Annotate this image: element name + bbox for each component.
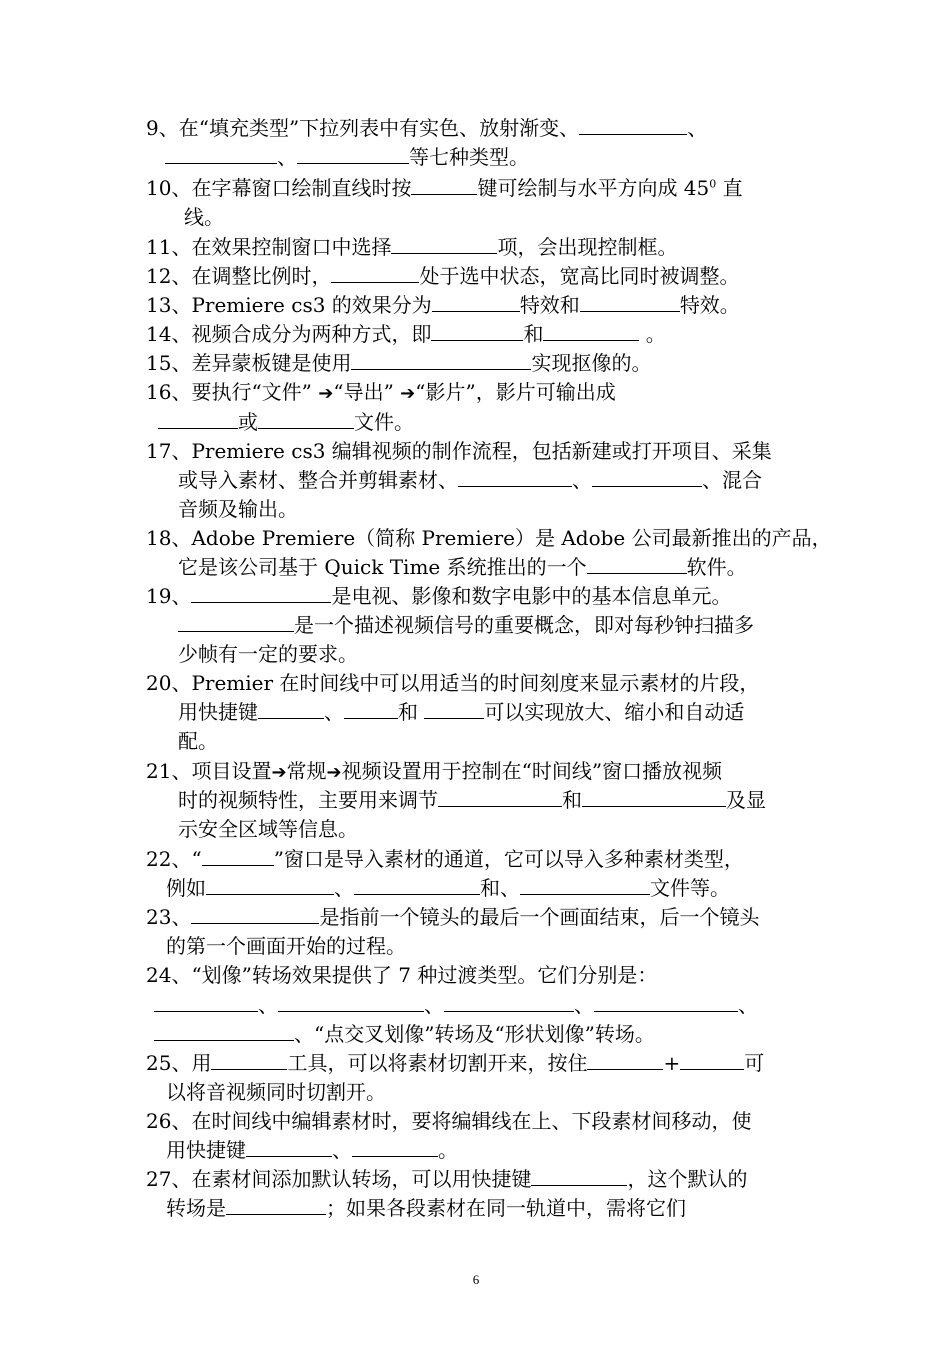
answer-blank[interactable] — [432, 293, 520, 312]
question-22-text: 和、 — [480, 876, 520, 900]
question-23-line-1 — [146, 903, 759, 931]
question-27-text: ；如果各段素材在同一轨道中，需将它们 — [326, 1196, 686, 1220]
question-18-text: 18、Adobe Premiere（简称 Premiere）是 Adobe 公司最新推出的产品， — [146, 526, 832, 550]
question-22-text: 22、“ — [146, 847, 202, 871]
answer-blank[interactable] — [297, 145, 409, 164]
answer-blank[interactable] — [165, 145, 277, 164]
answer-blank[interactable] — [680, 1051, 744, 1070]
answer-blank[interactable] — [191, 584, 331, 603]
question-19-text: 是电视、影像和数字电影中的基本信息单元。 — [331, 584, 732, 608]
answer-blank[interactable] — [246, 1138, 332, 1157]
question-16-line-1 — [146, 378, 616, 406]
question-23-text: 是指前一个镜头的最后一个画面结束，后一个镜头 — [319, 905, 760, 929]
question-16-text-end: 文件。 — [354, 410, 414, 434]
answer-blank[interactable] — [331, 264, 419, 283]
question-22-text-end: 文件等。 — [650, 876, 730, 900]
question-21-line-1 — [146, 757, 722, 785]
question-14-text-end: 。 — [639, 322, 666, 346]
question-9-text: 9、在“填充类型”下拉列表中有实色、放射渐变、 — [146, 116, 580, 140]
arrow-right-icon: ➔ — [400, 383, 416, 404]
question-22-line-2 — [166, 874, 730, 902]
separator: 、 — [572, 468, 592, 492]
question-17-line-2 — [178, 466, 762, 494]
question-11-text-end: 项，会出现控制框。 — [497, 235, 678, 259]
question-18-line-2 — [178, 553, 747, 581]
answer-blank[interactable] — [278, 993, 424, 1012]
answer-blank[interactable] — [391, 235, 497, 254]
answer-blank[interactable] — [531, 1167, 627, 1186]
question-21-line-2 — [178, 786, 766, 814]
question-14-text: 和 — [523, 322, 544, 346]
question-19-text-end: 少帧有一定的要求。 — [178, 642, 358, 666]
question-19-line-2 — [178, 611, 754, 639]
question-27-line-2 — [166, 1194, 686, 1222]
question-11-text: 11、在效果控制窗口中选择 — [146, 235, 392, 259]
question-21-text: 21、项目设置 — [146, 759, 272, 783]
question-27-text: 转场是 — [166, 1196, 226, 1220]
answer-blank[interactable] — [258, 410, 354, 429]
answer-blank[interactable] — [211, 1051, 287, 1070]
answer-blank[interactable] — [344, 700, 398, 719]
question-23-line-2 — [166, 932, 406, 960]
question-21-line-3 — [178, 815, 358, 843]
answer-blank[interactable] — [258, 700, 324, 719]
question-17-text-end: 音频及输出。 — [178, 497, 298, 521]
question-20-line-3 — [178, 727, 218, 755]
separator: 、 — [258, 993, 278, 1017]
answer-blank[interactable] — [543, 322, 639, 341]
question-26-line-1 — [146, 1107, 751, 1135]
question-16-text: 16、要执行“文件” — [146, 380, 312, 404]
question-14-text: 14、视频合成分为两种方式，即 — [146, 322, 432, 346]
question-24-text: 24、“划像”转场效果提供了 7 种过渡类型。它们分别是： — [146, 963, 658, 987]
plus-sign: + — [663, 1051, 681, 1075]
question-10-line-2 — [184, 203, 224, 231]
answer-blank[interactable] — [582, 788, 726, 807]
question-9-line-2 — [165, 143, 529, 171]
question-25-text: 可 — [744, 1051, 765, 1075]
question-17-text: 、混合 — [702, 468, 762, 492]
question-20-text: 用快捷键 — [178, 700, 258, 724]
question-24-line-3 — [154, 1020, 655, 1048]
question-25-line-1 — [146, 1049, 764, 1077]
question-10-text-end: 线。 — [184, 205, 224, 229]
question-19-text: 19、 — [146, 584, 192, 608]
answer-blank[interactable] — [352, 1138, 438, 1157]
answer-blank[interactable] — [202, 847, 274, 866]
question-12 — [146, 262, 739, 290]
question-10-text: 直 — [716, 176, 743, 200]
answer-blank[interactable] — [431, 322, 523, 341]
question-24-line-2 — [154, 991, 758, 1019]
answer-blank[interactable] — [579, 116, 687, 135]
question-10-line-1 — [146, 174, 743, 202]
answer-blank[interactable] — [206, 876, 334, 895]
answer-blank[interactable] — [411, 176, 477, 195]
question-21-text: 和 — [562, 788, 582, 812]
question-18-text: 它是该公司基于 Quick Time 系统推出的一个 — [178, 555, 587, 579]
question-10-text: 键可绘制与水平方向成 45 — [477, 176, 710, 200]
question-25-text-end: 以将音视频同时切割开。 — [166, 1080, 386, 1104]
question-12-text: 12、在调整比例时， — [146, 264, 332, 288]
question-10-text: 10、在字幕窗口绘制直线时按 — [146, 176, 412, 200]
answer-blank[interactable] — [458, 468, 572, 487]
separator: 、 — [687, 116, 708, 140]
question-20-line-1 — [146, 669, 759, 697]
question-21-text: 时的视频特性，主要用来调节 — [178, 788, 438, 812]
question-17-line-1 — [146, 437, 772, 465]
answer-blank[interactable] — [351, 351, 531, 370]
question-17-line-3 — [178, 495, 298, 523]
answer-blank[interactable] — [354, 876, 480, 895]
question-13-text: 13、Premiere cs3 的效果分为 — [146, 293, 432, 317]
question-21-text: 常规 — [286, 759, 327, 783]
question-26-text: 26、在时间线中编辑素材时，要将编辑线在上、下段素材间移动，使 — [146, 1109, 752, 1133]
question-21-text-end: 示安全区域等信息。 — [178, 817, 358, 841]
question-22-text: 例如 — [166, 876, 206, 900]
question-15 — [146, 349, 651, 377]
answer-blank[interactable] — [158, 410, 238, 429]
question-21-text: 及显 — [726, 788, 766, 812]
separator: 、 — [277, 145, 297, 169]
question-20-text: 可以实现放大、缩小和自动适 — [484, 700, 745, 724]
question-19-line-3 — [178, 640, 358, 668]
superscript: 0 — [709, 177, 717, 191]
question-23-text-end: 的第一个画面开始的过程。 — [166, 934, 406, 958]
question-19-line-1 — [146, 582, 731, 610]
question-16-text: “影片”，影片可输出成 — [415, 380, 616, 404]
question-11 — [146, 233, 677, 261]
question-25-text: 25、用 — [146, 1051, 212, 1075]
question-20-line-2 — [178, 698, 744, 726]
answer-blank[interactable] — [587, 555, 687, 574]
answer-blank[interactable] — [424, 700, 484, 719]
question-16-text: “导出” — [333, 380, 394, 404]
question-24-line-1 — [146, 961, 657, 989]
question-21-text: 视频设置用于控制在“时间线”窗口播放视频 — [341, 759, 723, 783]
arrow-right-icon: ➔ — [318, 383, 334, 404]
question-25-line-2 — [166, 1078, 386, 1106]
question-16-text: 或 — [238, 410, 258, 434]
question-20-text: 20、Premier 在时间线中可以用适当的时间刻度来显示素材的片段， — [146, 671, 760, 695]
question-20-text-end: 配。 — [178, 729, 218, 753]
question-15-text-end: 实现抠像的。 — [531, 351, 652, 375]
separator: 、 — [574, 993, 594, 1017]
question-14 — [146, 320, 666, 348]
question-18-line-1 — [146, 524, 832, 552]
question-13-text-end: 特效。 — [679, 293, 740, 317]
question-17-text: 或导入素材、整合并剪辑素材、 — [178, 468, 458, 492]
question-23-text: 23、 — [146, 905, 192, 929]
question-16-line-2 — [158, 408, 414, 436]
answer-blank[interactable] — [580, 293, 680, 312]
question-18-text-end: 软件。 — [686, 555, 747, 579]
question-13-text: 特效和 — [519, 293, 580, 317]
question-17-text: 17、Premiere cs3 编辑视频的制作流程，包括新建或打开项目、采集 — [146, 439, 772, 463]
question-25-text: 工具，可以将素材切割开来，按住 — [287, 1051, 588, 1075]
arrow-right-icon: ➔ — [271, 762, 287, 783]
question-15-text: 15、差异蒙板键是使用 — [146, 351, 352, 375]
question-26-line-2 — [166, 1136, 458, 1164]
answer-blank[interactable] — [594, 993, 738, 1012]
question-26-text: 用快捷键 — [166, 1138, 246, 1162]
page-number: 6 — [472, 1272, 480, 1287]
question-24-text-end: 、“点交叉划像”转场及“形状划像”转场。 — [294, 1022, 655, 1046]
answer-blank[interactable] — [520, 876, 650, 895]
separator: 、 — [424, 993, 444, 1017]
question-22-line-1 — [146, 845, 744, 873]
question-27-text: ，这个默认的 — [627, 1167, 748, 1191]
question-27-text: 27、在素材间添加默认转场，可以用快捷键 — [146, 1167, 532, 1191]
question-12-text-end: 处于选中状态，宽高比同时被调整。 — [419, 264, 740, 288]
separator: 、 — [332, 1138, 352, 1162]
separator: 、 — [334, 876, 354, 900]
answer-blank[interactable] — [154, 993, 258, 1012]
answer-blank[interactable] — [438, 788, 562, 807]
answer-blank[interactable] — [191, 905, 319, 924]
answer-blank[interactable] — [226, 1196, 326, 1215]
question-9-text-end: 等七种类型。 — [409, 145, 529, 169]
question-20-text: 和 — [398, 700, 425, 724]
answer-blank[interactable] — [587, 1051, 663, 1070]
answer-blank[interactable] — [154, 1022, 294, 1041]
answer-blank[interactable] — [178, 613, 294, 632]
separator: 、 — [738, 993, 758, 1017]
question-22-text: ”窗口是导入素材的通道，它可以导入多种素材类型， — [273, 847, 744, 871]
question-9-line-1 — [146, 114, 707, 142]
answer-blank[interactable] — [444, 993, 574, 1012]
question-26-text-end: 。 — [438, 1138, 458, 1162]
answer-blank[interactable] — [592, 468, 702, 487]
separator: 、 — [324, 700, 344, 724]
question-13 — [146, 291, 740, 319]
question-19-text: 是一个描述视频信号的重要概念，即对每秒钟扫描多 — [294, 613, 754, 637]
arrow-right-icon: ➔ — [326, 762, 342, 783]
question-27-line-1 — [146, 1165, 747, 1193]
